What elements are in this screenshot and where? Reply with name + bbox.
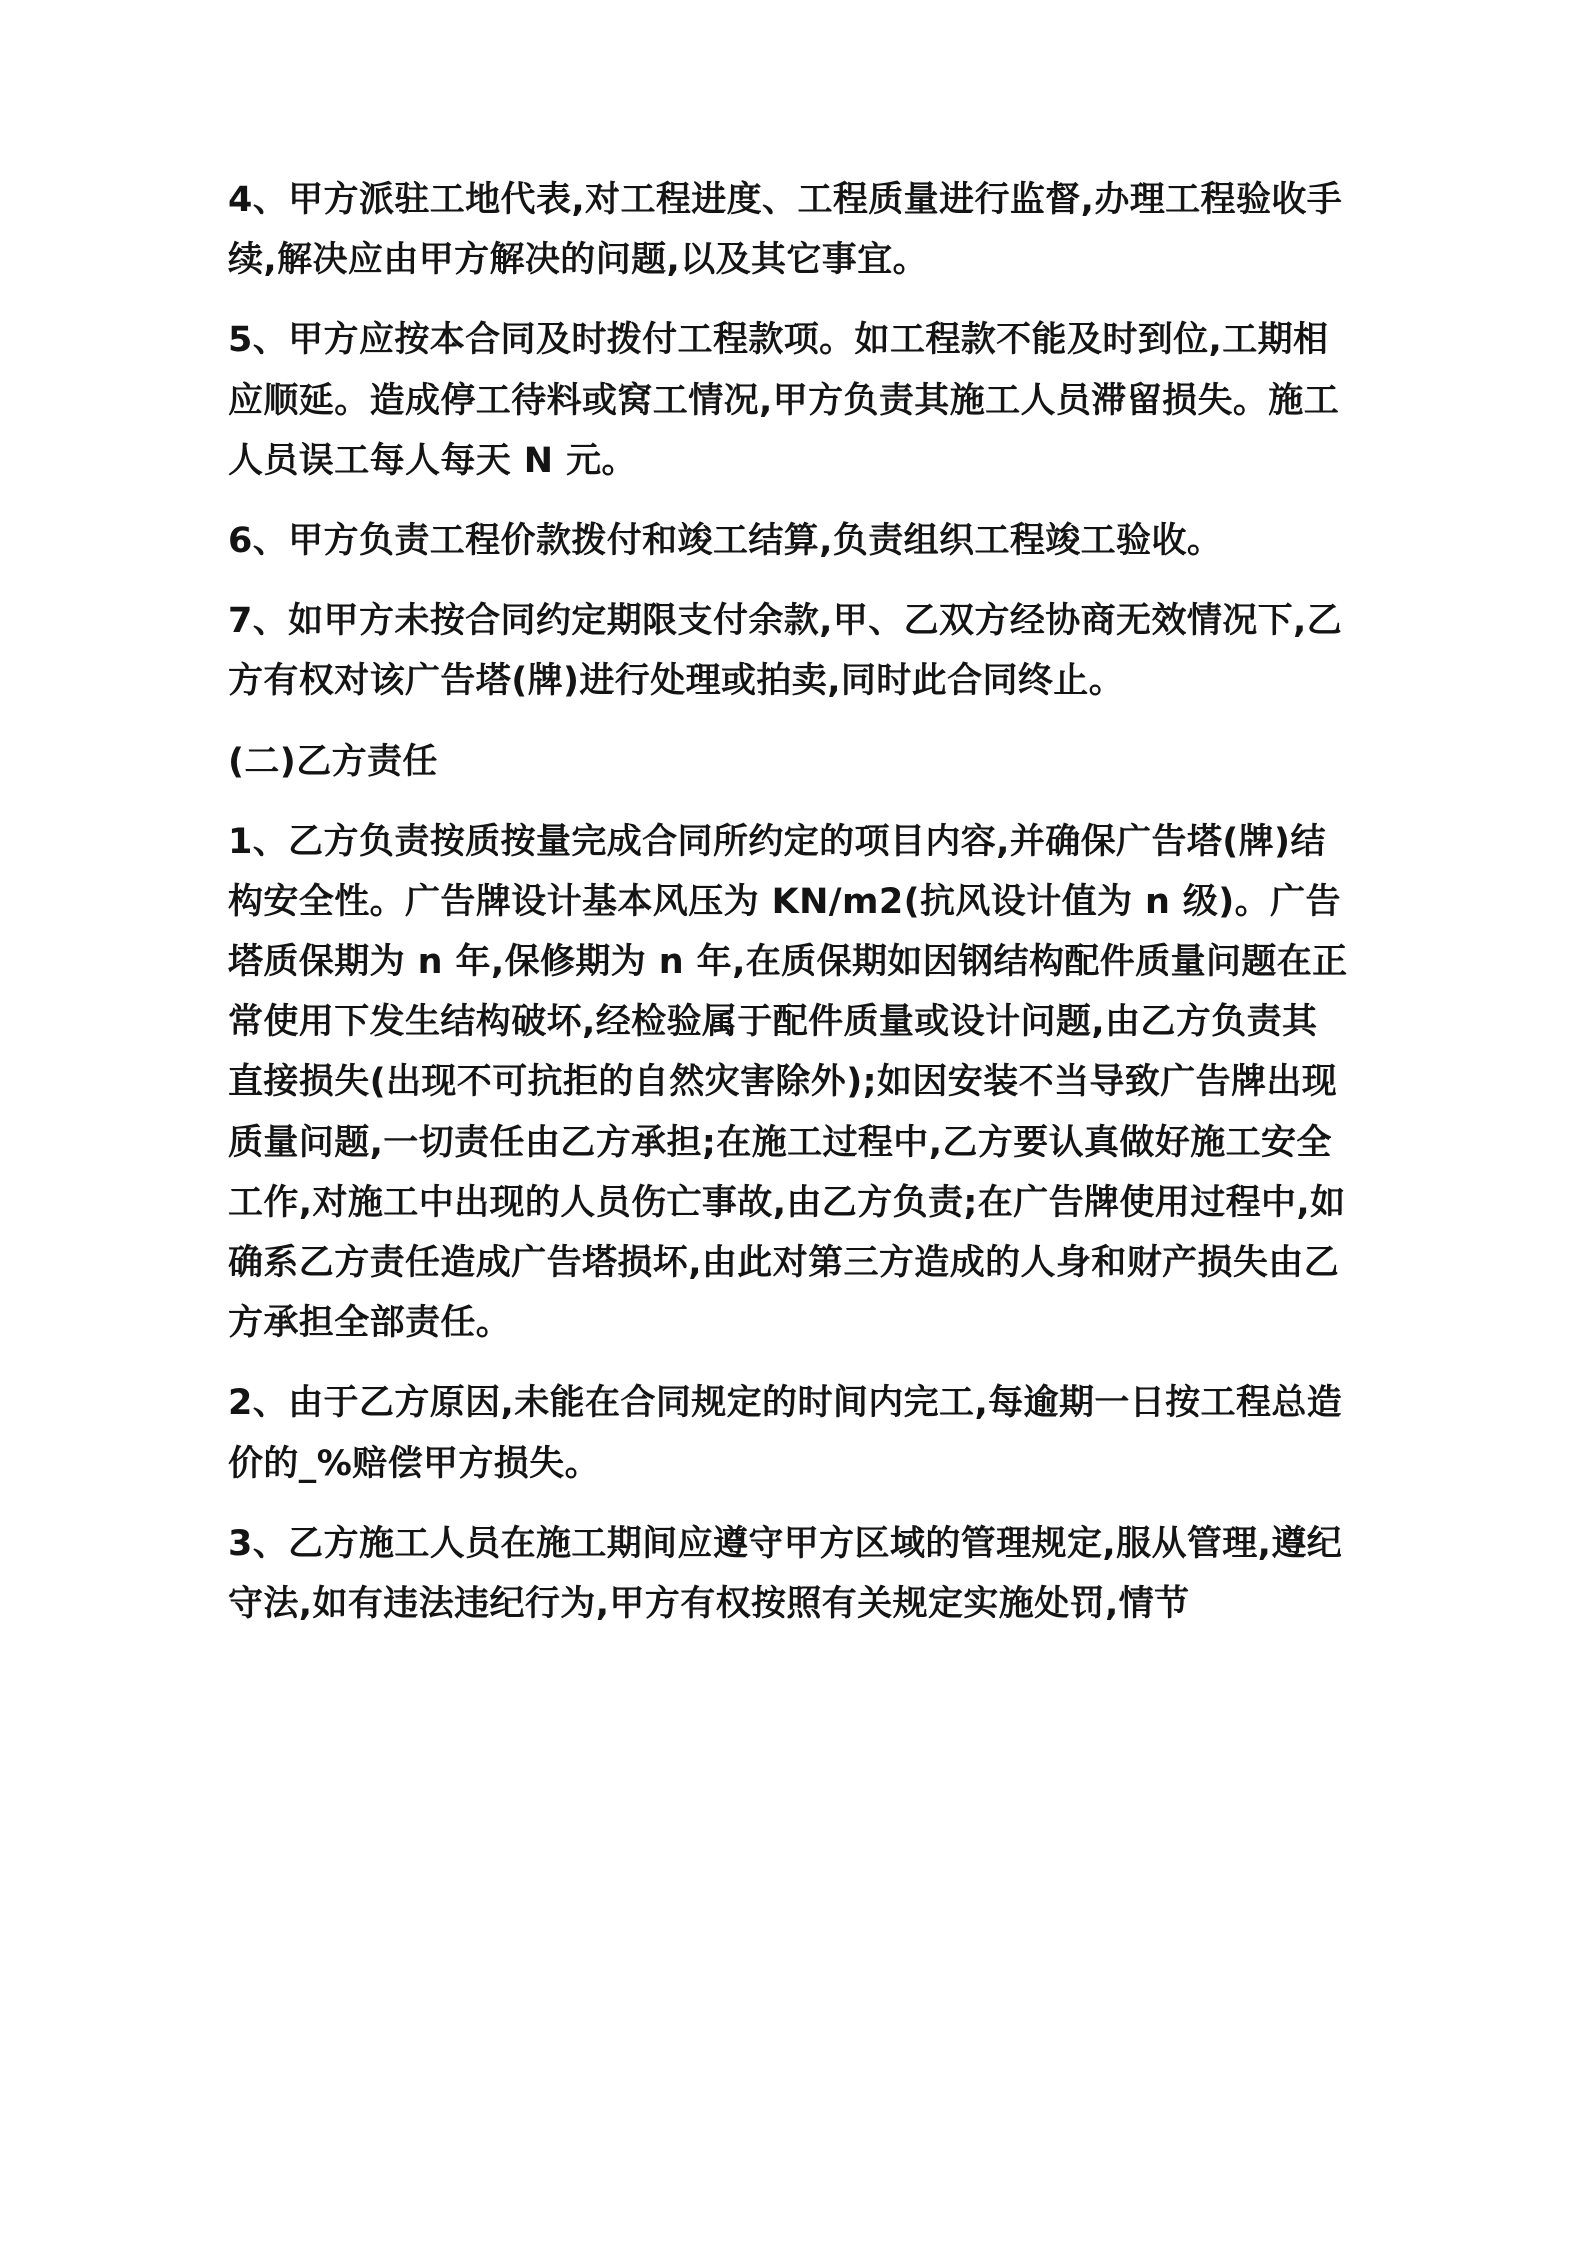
paragraph-item-5-party-a: 5、甲方应按本合同及时拨付工程款项。如工程款不能及时到位,工期相应顺延。造成停工待料或窝工情况,甲方负责其施工人员滞留损失。施工人员误工每人每天 N 元。 [228,320,1340,481]
document-text-body [228,170,1348,1634]
paragraph-item-6-party-a: 6、甲方负责工程价款拨付和竣工结算,负责组织工程竣工验收。 [228,520,1223,561]
paragraph-item-2-party-b: 2、由于乙方原因,未能在合同规定的时间内完工,每逾期一日按工程总造价的_%赔偿甲方损失。 [228,1383,1343,1484]
section-heading-party-b: (二)乙方责任 [228,741,438,782]
paragraph-item-1-party-b: 1、乙方负责按质按量完成合同所约定的项目内容,并确保广告塔(牌)结构安全性。广告牌设计基本风压为 KN/m2(抗风设计值为 n 级)。广告塔质保期为 n 年,保修期为 n 年,在质保期如因钢结构配件质量问题在正常使用下发生结构破坏,经检验属于配件质量或设计问题,由乙方负责其直接损失(出现不可抗拒的自然灾害除外);如因安装不当导致广告牌出现质量问题,一切责任由乙方承担;在施工过程中,乙方要认真做好施工安全工作,对施工中出现的人员伤亡事故,由乙方负责;在广告牌使用过程中,如确系乙方责任造成广告塔损坏,由此对第三方造成的人身和财产损失由乙方承担全部责任。 [228,821,1348,1344]
paragraph-item-7-party-a: 7、如甲方未按合同约定期限支付余款,甲、乙双方经协商无效情况下,乙方有权对该广告塔(牌)进行处理或拍卖,同时此合同终止。 [228,601,1343,702]
paragraph-item-4-party-a: 4、甲方派驻工地代表,对工程进度、工程质量进行监督,办理工程验收手续,解决应由甲方解决的问题,以及其它事宜。 [228,180,1343,281]
paragraph-item-3-party-b: 3、乙方施工人员在施工期间应遵守甲方区域的管理规定,服从管理,遵纪守法,如有违法违纪行为,甲方有权按照有关规定实施处罚,情节 [228,1523,1343,1624]
